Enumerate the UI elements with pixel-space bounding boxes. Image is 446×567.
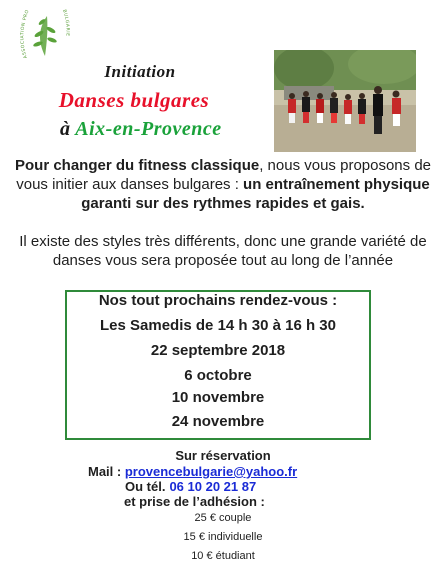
schedule-hours: Les Samedis de 14 h 30 à 16 h 30 [100, 317, 336, 334]
styles-paragraph: Il existe des styles très différents, donc une grande variété de danses vous sera proposée tout au long de l’année [19, 233, 427, 269]
phone-line [125, 479, 256, 494]
intro-paragraph [0, 156, 446, 213]
intro-text-1: , nous vous proposons de vous initier aux danses bulgares : [16, 157, 432, 193]
schedule-box [65, 290, 371, 440]
schedule-date: 22 septembre 2018 [150, 342, 286, 359]
schedule-date: 6 octobre [184, 367, 252, 384]
svg-text:ASSOCIATION PROVENCE: ASSOCIATION PRO [20, 9, 31, 59]
title-initiation: Initiation [104, 62, 176, 81]
schedule-date: 10 novembre [171, 389, 265, 406]
svg-text:BULGARIE: BULGARIE [61, 9, 70, 37]
dance-photo [274, 50, 416, 152]
schedule-date: 24 novembre [171, 413, 265, 430]
association-logo [17, 4, 73, 64]
title-location [60, 118, 222, 141]
mail-label: Mail : [88, 464, 125, 479]
email-link[interactable]: provencebulgarie@yahoo.fr [124, 464, 298, 479]
adhesion-label: et prise de l’adhésion : [124, 494, 265, 509]
intro-bold-1: Pour changer du fitness classique [14, 157, 260, 174]
price-item: 25 € couple [194, 512, 252, 524]
schedule-heading: Nos tout prochains rendez-vous : [98, 292, 338, 309]
title-location-prefix: à [60, 118, 76, 140]
title-danses-bulgares: Danses bulgares [58, 88, 210, 112]
price-item: 15 € individuelle [183, 531, 263, 543]
phone-number[interactable]: 06 10 20 21 87 [169, 479, 257, 494]
mail-line [88, 464, 297, 479]
title-location-city: Aix-en-Provence [75, 118, 222, 140]
phone-label: Ou tél. [125, 479, 166, 494]
intro-bold-2: un entraînement physique garanti sur des rythmes rapides et gais. [81, 176, 430, 212]
price-item: 10 € étudiant [191, 550, 255, 562]
reservation-title: Sur réservation [175, 448, 271, 463]
